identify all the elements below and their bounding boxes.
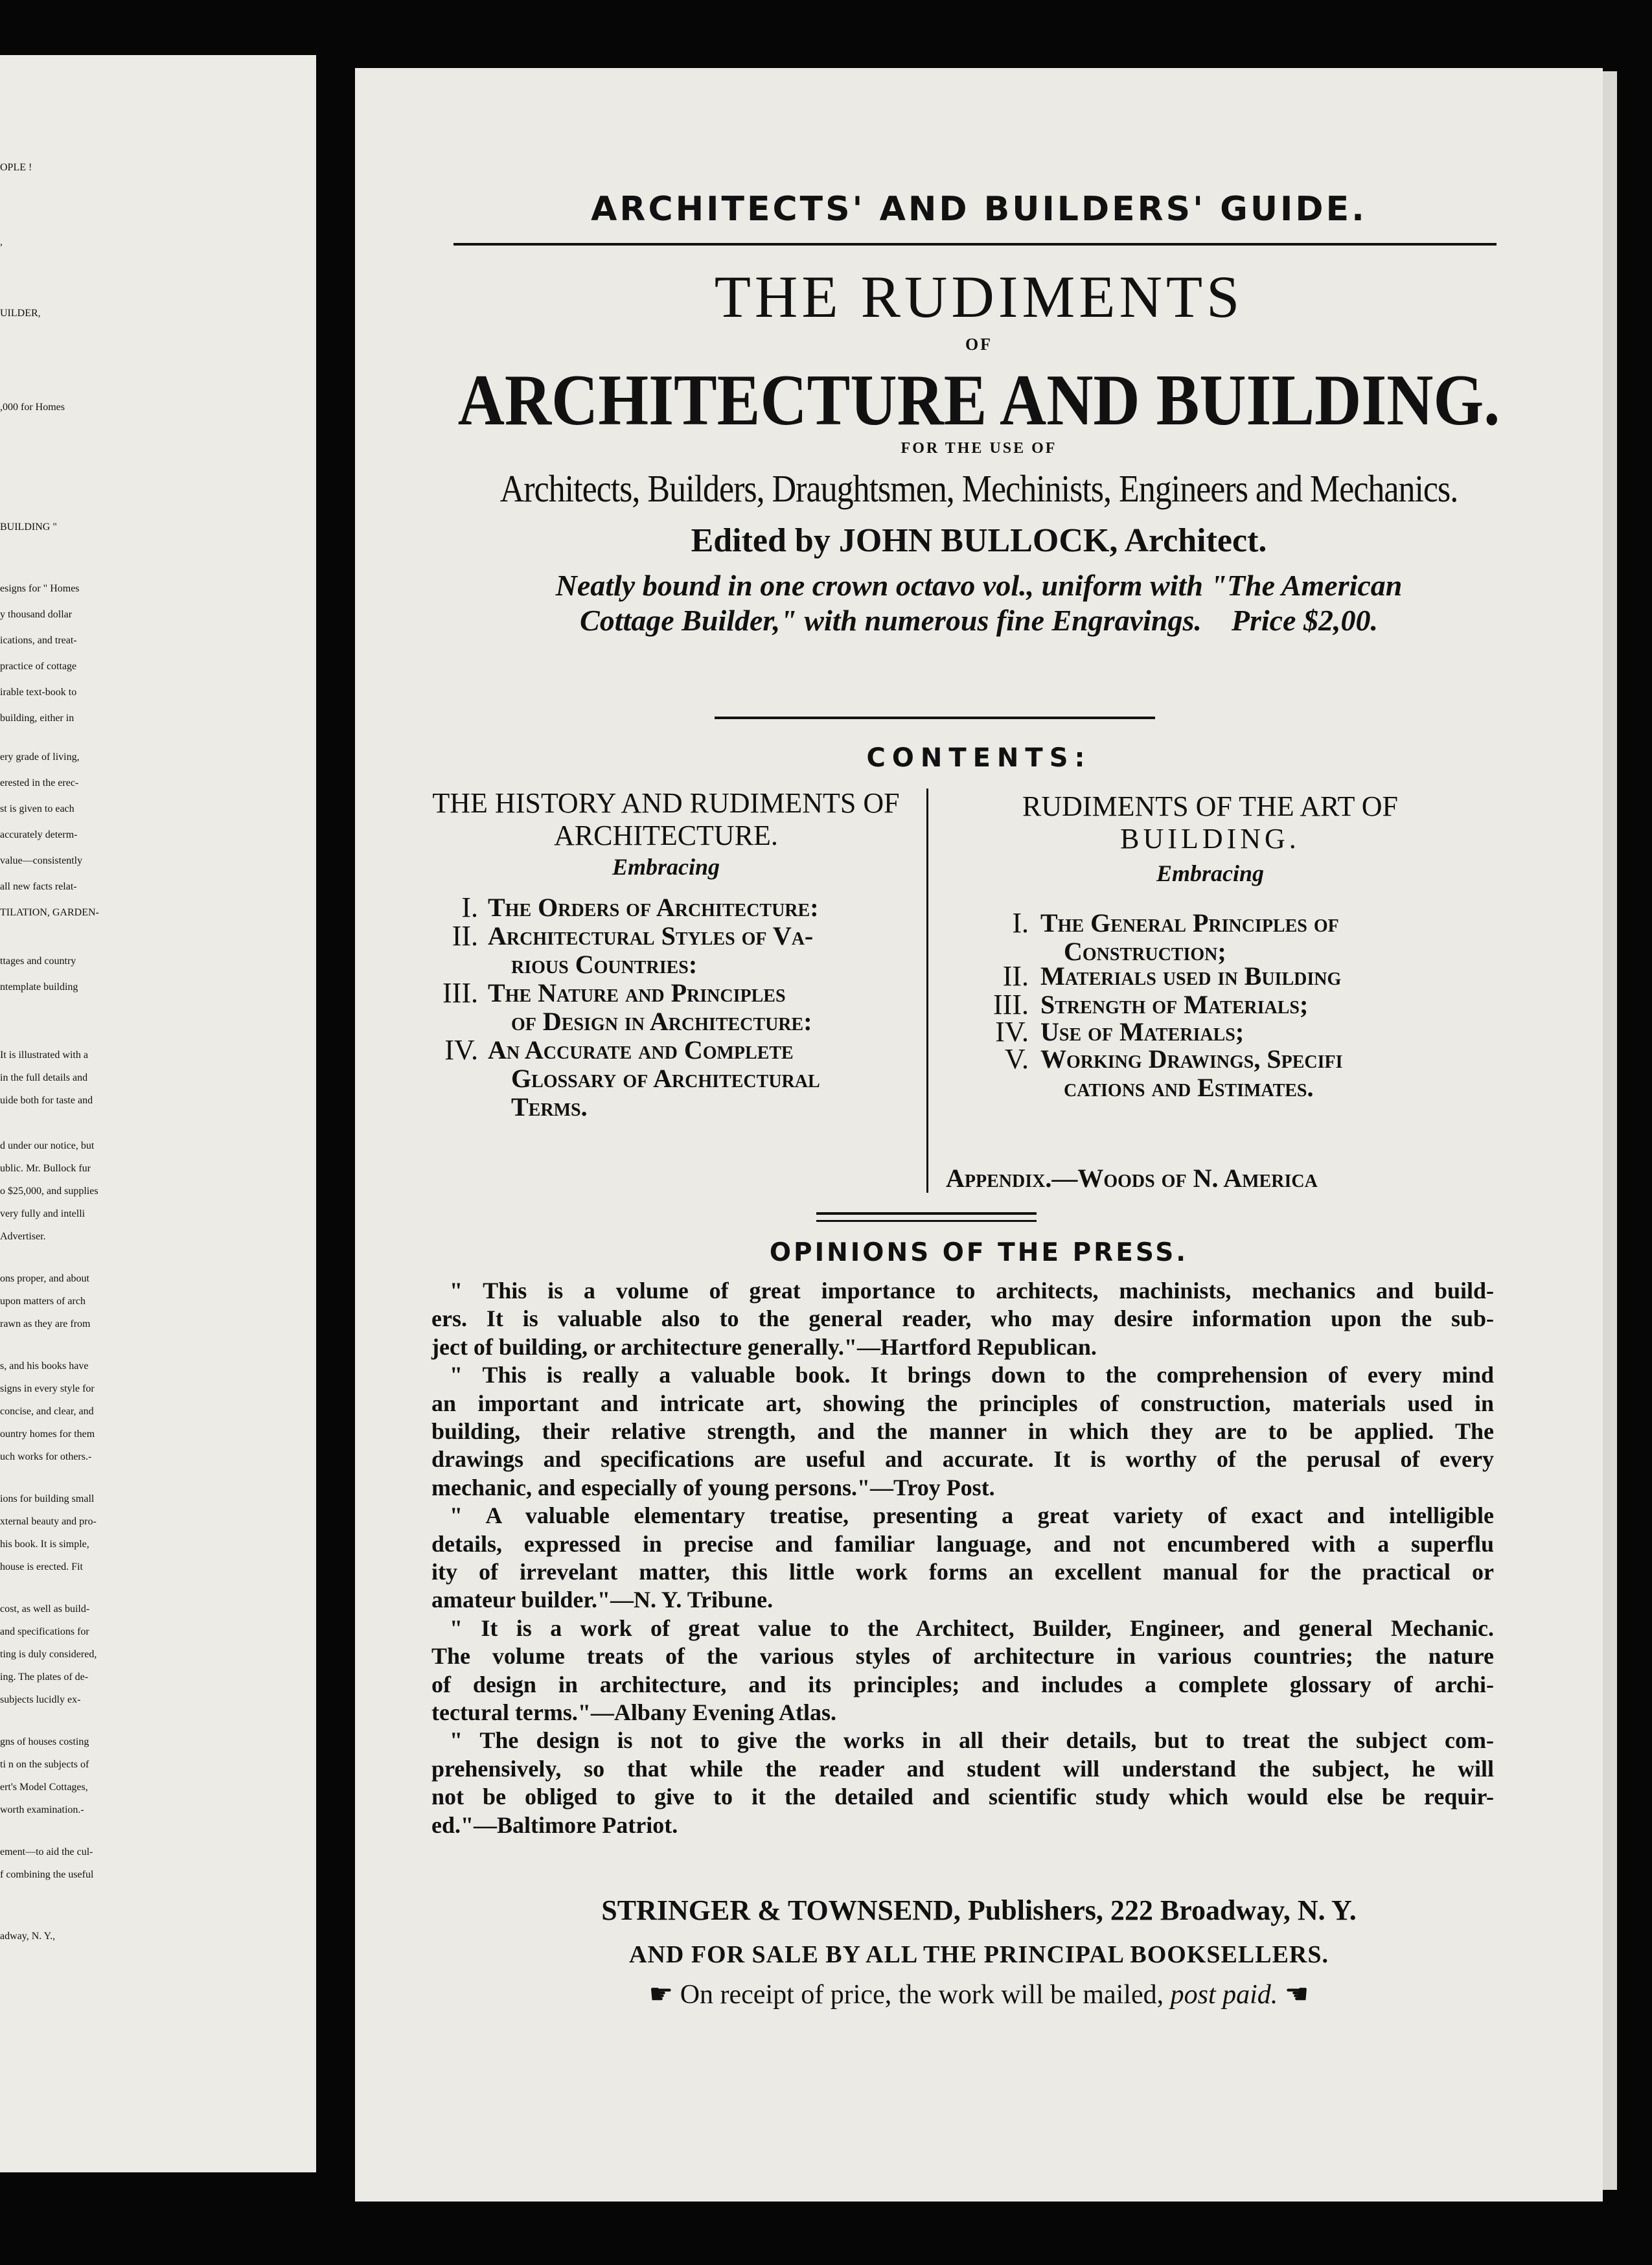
- page-edge: [1603, 71, 1617, 2190]
- series-title: ARCHITECTS' AND BUILDERS' GUIDE.: [591, 190, 1367, 229]
- left-fragment-line: uide both for taste and: [0, 1095, 93, 1106]
- left-fragment-line: concise, and clear, and: [0, 1406, 94, 1417]
- left-embracing: Embracing: [612, 854, 720, 880]
- left-fragment-line: subjects lucidly ex-: [0, 1694, 81, 1705]
- contents-item-text: Use of Materials;: [1040, 1017, 1245, 1046]
- press-quote-line: details, expressed in precise and familiar language, and not encumbered with a superflu: [431, 1530, 1494, 1557]
- left-fragment-line: ery grade of living,: [0, 752, 80, 763]
- column-divider: [926, 788, 928, 1193]
- for-use-label: FOR THE USE OF: [901, 440, 1057, 457]
- appendix-line: Appendix.—Woods of N. America: [946, 1164, 1318, 1193]
- press-quote-line: " A valuable elementary treatise, presenting a great variety of exact and intelligible: [450, 1502, 1494, 1529]
- right-embracing: Embracing: [1156, 860, 1265, 886]
- title-of: OF: [965, 335, 993, 354]
- contents-item-text: The Orders of Architecture:: [488, 893, 819, 922]
- left-fragment-line: UILDER,: [0, 308, 41, 319]
- left-fragment-line: adway, N. Y.,: [0, 1931, 56, 1942]
- title-line-1: THE RUDIMENTS: [714, 264, 1244, 330]
- left-fragment-line: ountry homes for them: [0, 1429, 95, 1440]
- contents-item-number: III.: [993, 989, 1029, 1020]
- left-fragment-line: ntemplate building: [0, 982, 78, 993]
- press-quote-line: The volume treats of the various styles of architecture in various countries; the nature: [431, 1643, 1494, 1670]
- contents-item-text: Construction;: [1064, 937, 1226, 966]
- left-fragment-line: upon matters of arch: [0, 1296, 86, 1307]
- mail-line: [355, 1978, 1603, 2010]
- contents-rule-2: [816, 1220, 1037, 1222]
- left-fragment-line: value—consistently: [0, 855, 83, 866]
- left-fragment-line: f combining the useful: [0, 1869, 94, 1880]
- post-paid: post paid.: [1170, 1980, 1278, 2010]
- left-column-heading-line-1: THE HISTORY AND RUDIMENTS OF: [432, 787, 900, 819]
- left-fragment-line: his book. It is simple,: [0, 1539, 89, 1550]
- contents-item-number: II.: [452, 920, 478, 952]
- sale-line: AND FOR SALE BY ALL THE PRINCIPAL BOOKSELLERS.: [629, 1941, 1329, 1968]
- left-fragment-line: uch works for others.-: [0, 1451, 92, 1462]
- left-fragment-line: ublic. Mr. Bullock fur: [0, 1163, 91, 1174]
- price: Price $2,00.: [1231, 604, 1378, 637]
- contents-item-text: Terms.: [511, 1092, 588, 1121]
- left-fragment-line: building, either in: [0, 713, 75, 724]
- left-fragment-line: house is erected. Fit: [0, 1561, 83, 1572]
- contents-item-text: of Design in Architecture:: [511, 1007, 812, 1036]
- press-quote-line: building, their relative strength, and the manner in which they are to be applied. The: [431, 1418, 1494, 1444]
- series-rule: [453, 243, 1497, 246]
- left-fragment-line: practice of cottage: [0, 661, 77, 672]
- press-quote-line: " It is a work of great value to the Architect, Builder, Engineer, and general Mechanic.: [450, 1615, 1494, 1641]
- left-fragment-line: irable text-book to: [0, 687, 77, 698]
- press-quote-line: " This is really a valuable book. It brings down to the comprehension of every mind: [450, 1362, 1494, 1388]
- hand-pointer-right-icon: ☛: [648, 1980, 674, 2010]
- mail-note: On receipt of price, the work will be mailed,: [680, 1980, 1164, 2010]
- contents-item-text: rious Countries:: [511, 950, 698, 979]
- press-quote-line: prehensively, so that while the reader and student will understand the subject, he will: [431, 1755, 1494, 1782]
- left-fragment-line: and specifications for: [0, 1626, 89, 1637]
- binding-line-2: [355, 603, 1603, 638]
- left-fragment-line: rawn as they are from: [0, 1318, 91, 1329]
- left-fragment-line: ttages and country: [0, 956, 76, 967]
- press-quote-line: " The design is not to give the works in all their details, but to treat the subject com-: [450, 1727, 1494, 1754]
- left-fragment-line: BUILDING ": [0, 522, 57, 533]
- left-fragment-line: It is illustrated with a: [0, 1050, 88, 1061]
- left-fragment-line: ons proper, and about: [0, 1273, 89, 1284]
- left-fragment-line: very fully and intelli: [0, 1208, 86, 1219]
- left-fragment-line: ing. The plates of de-: [0, 1672, 89, 1683]
- left-fragment-line: erested in the erec-: [0, 777, 79, 788]
- contents-item-number: IV.: [444, 1034, 478, 1066]
- contents-rule-1: [816, 1212, 1037, 1215]
- left-fragment-line: OPLE !: [0, 162, 32, 173]
- left-fragment-line: ions for building small: [0, 1493, 95, 1504]
- left-fragment-line: in the full details and: [0, 1072, 88, 1083]
- left-fragment-line: Advertiser.: [0, 1231, 46, 1242]
- press-quote-line: ity of irrevelant matter, this little work forms an excellent manual for the practical or: [431, 1559, 1494, 1585]
- left-fragment-line: accurately determ-: [0, 829, 78, 840]
- contents-item-number: I.: [461, 891, 478, 923]
- contents-item-text: Glossary of Architectural: [511, 1064, 820, 1093]
- press-quote-line: an important and intricate art, showing the principles of construction, materials used in: [431, 1390, 1494, 1416]
- left-fragment-line: ert's Model Cottages,: [0, 1782, 88, 1793]
- press-quote-line: of design in architecture, and its principles; and includes a complete glossary of archi-: [431, 1671, 1494, 1697]
- left-fragment-line: cost, as well as build-: [0, 1604, 90, 1615]
- left-fragment-line: worth examination.-: [0, 1804, 84, 1815]
- right-page: [355, 68, 1603, 2202]
- left-fragment-line: st is given to each: [0, 803, 75, 814]
- contents-item-text: Materials used in Building: [1040, 961, 1342, 991]
- contents-item-text: Working Drawings, Specifi: [1040, 1044, 1343, 1074]
- contents-item-text: The General Principles of: [1040, 908, 1339, 937]
- editor-line: Edited by JOHN BULLOCK, Architect.: [691, 522, 1267, 559]
- press-quote-line: amateur builder."—N. Y. Tribune.: [431, 1587, 774, 1613]
- press-quote-line: tectural terms."—Albany Evening Atlas.: [431, 1699, 836, 1725]
- left-fragment-line: ications, and treat-: [0, 635, 77, 646]
- contents-item-number: IV.: [995, 1016, 1029, 1048]
- left-fragment-line: esigns for " Homes: [0, 583, 80, 594]
- contents-heading: CONTENTS:: [866, 743, 1092, 773]
- left-fragment-line: all new facts relat-: [0, 881, 77, 892]
- press-quote-line: mechanic, and especially of young persons."—Troy Post.: [431, 1474, 995, 1500]
- left-fragment-line: signs in every style for: [0, 1383, 95, 1394]
- contents-item-text: cations and Estimates.: [1064, 1073, 1314, 1102]
- hand-pointer-left-icon: ☚: [1284, 1980, 1309, 2010]
- contents-item-text: An Accurate and Complete: [488, 1035, 794, 1064]
- right-column-heading-line-1: RUDIMENTS OF THE ART OF: [1022, 790, 1399, 822]
- left-fragment-line: xternal beauty and pro-: [0, 1516, 97, 1527]
- contents-item-number: V.: [1004, 1043, 1029, 1075]
- contents-item-number: I.: [1012, 907, 1029, 939]
- left-fragment-line: ting is duly considered,: [0, 1649, 97, 1660]
- press-quote-line: not be obliged to give to it the detailed and scientific study which would else be requir-: [431, 1784, 1494, 1810]
- binding-text: Cottage Builder," with numerous fine Engravings.: [580, 604, 1202, 637]
- right-column-heading: [964, 790, 1456, 855]
- left-fragment-line: TILATION, GARDEN-: [0, 907, 99, 918]
- left-column-heading: [420, 787, 912, 852]
- left-fragment-line: ,: [0, 236, 3, 247]
- press-quote-line: " This is a volume of great importance to architects, machinists, mechanics and build-: [450, 1278, 1494, 1304]
- contents-item-text: Architectural Styles of Va-: [488, 921, 814, 950]
- left-column-heading-line-2: ARCHITECTURE.: [554, 820, 778, 851]
- left-fragment-line: gns of houses costing: [0, 1736, 89, 1747]
- left-fragment-line: o $25,000, and supplies: [0, 1186, 98, 1197]
- press-quote-line: drawings and specifications are useful and accurate. It is worthy of the perusal of every: [431, 1446, 1494, 1473]
- press-quote-line: ject of building, or architecture generally."—Hartford Republican.: [431, 1333, 1097, 1360]
- left-fragment-line: ement—to aid the cul-: [0, 1846, 93, 1857]
- left-fragment-line: d under our notice, but: [0, 1140, 95, 1151]
- press-quote-line: ed."—Baltimore Patriot.: [431, 1811, 678, 1838]
- title-line-2: ARCHITECTURE AND BUILDING.: [457, 360, 1500, 441]
- right-column-heading-line-2: BUILDING.: [1120, 823, 1300, 855]
- audience-line: Architects, Builders, Draughtsmen, Mechinists, Engineers and Mechanics.: [499, 468, 1458, 511]
- press-heading: OPINIONS OF THE PRESS.: [769, 1238, 1189, 1267]
- left-fragment-line: y thousand dollar: [0, 609, 73, 620]
- binding-line-1: Neatly bound in one crown octavo vol., uniform with "The American: [555, 569, 1403, 602]
- left-fragment-line: s, and his books have: [0, 1361, 89, 1372]
- left-fragment-line: ,000 for Homes: [0, 402, 65, 413]
- contents-item-text: Strength of Materials;: [1040, 990, 1309, 1019]
- header-divider: [715, 717, 1155, 719]
- contents-item-number: II.: [1002, 960, 1029, 992]
- publisher-line: STRINGER & TOWNSEND, Publishers, 222 Broadway, N. Y.: [601, 1894, 1357, 1926]
- contents-item-number: III.: [442, 977, 478, 1009]
- press-quote-line: ers. It is valuable also to the general reader, who may desire information upon the sub-: [431, 1305, 1494, 1332]
- contents-item-text: The Nature and Principles: [488, 978, 786, 1007]
- left-fragment-line: ti n on the subjects of: [0, 1759, 89, 1770]
